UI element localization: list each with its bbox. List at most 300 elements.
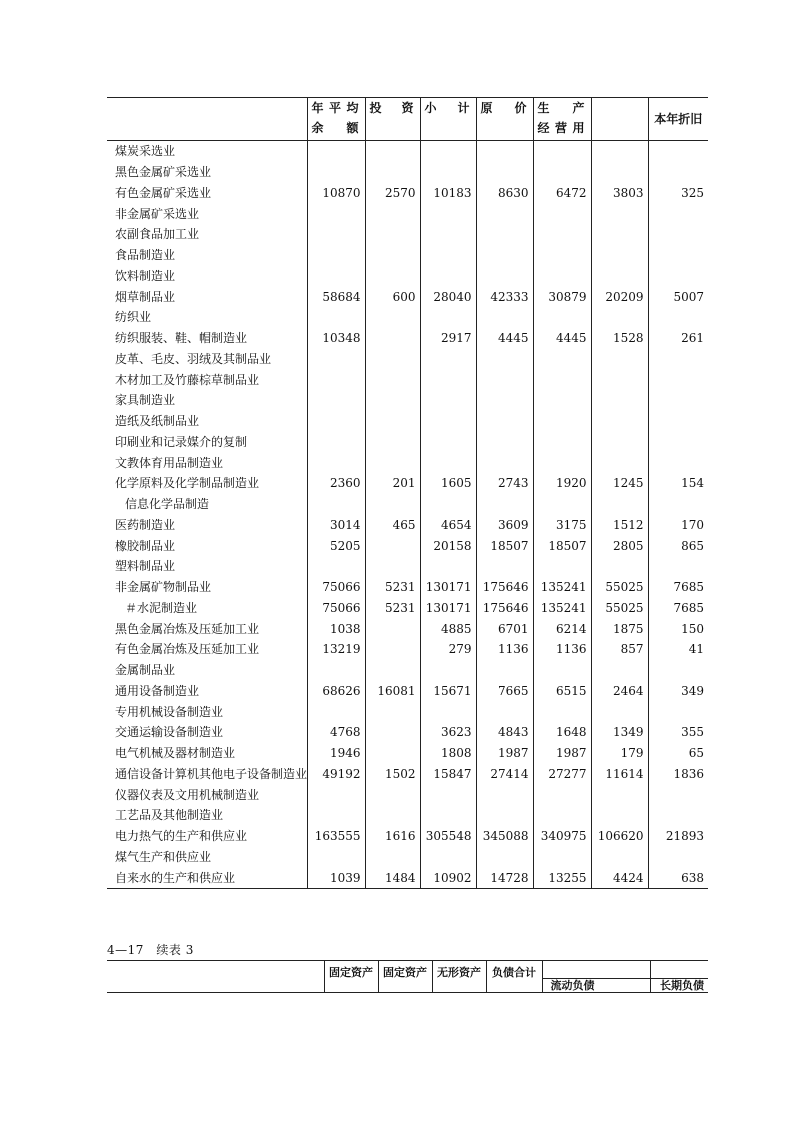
value-cell xyxy=(476,660,533,681)
value-cell xyxy=(307,784,365,805)
value-cell xyxy=(533,307,591,328)
value-cell: 163555 xyxy=(307,826,365,847)
value-cell xyxy=(307,224,365,245)
value-cell xyxy=(591,660,648,681)
value-cell xyxy=(476,494,533,515)
value-cell xyxy=(648,660,708,681)
value-cell xyxy=(365,639,420,660)
value-cell xyxy=(420,390,476,411)
value-cell xyxy=(365,743,420,764)
value-cell xyxy=(533,369,591,390)
value-cell: 49192 xyxy=(307,764,365,785)
table-row xyxy=(107,452,708,473)
industry-name-cell: 印刷业和记录媒介的复制 xyxy=(115,434,248,449)
value-cell xyxy=(648,224,708,245)
value-cell: 10183 xyxy=(420,183,476,204)
value-cell: 18507 xyxy=(476,535,533,556)
value-cell xyxy=(591,452,648,473)
value-cell xyxy=(476,266,533,287)
value-cell xyxy=(648,307,708,328)
value-cell: 465 xyxy=(365,515,420,536)
continuation-table xyxy=(107,960,708,993)
value-cell: 345088 xyxy=(476,826,533,847)
table-row xyxy=(107,722,708,743)
table-row xyxy=(107,494,708,515)
value-cell xyxy=(476,805,533,826)
value-cell: 6701 xyxy=(476,618,533,639)
industry-name-cell: 仪器仪表及文用机械制造业 xyxy=(115,787,260,802)
value-cell: 4445 xyxy=(476,328,533,349)
value-cell xyxy=(420,701,476,722)
cont-header-current-liabilities: 流动负债 xyxy=(542,961,650,993)
value-cell: 6515 xyxy=(533,681,591,702)
value-cell xyxy=(420,452,476,473)
value-cell: 68626 xyxy=(307,681,365,702)
value-cell: 1502 xyxy=(365,764,420,785)
value-cell: 75066 xyxy=(307,577,365,598)
value-cell xyxy=(307,369,365,390)
value-cell: 355 xyxy=(648,722,708,743)
value-cell: 175646 xyxy=(476,598,533,619)
value-cell xyxy=(476,307,533,328)
value-cell xyxy=(365,162,420,183)
value-cell: 4445 xyxy=(533,328,591,349)
value-cell: 21893 xyxy=(648,826,708,847)
value-cell: 10870 xyxy=(307,183,365,204)
value-cell: 75066 xyxy=(307,598,365,619)
value-cell xyxy=(533,432,591,453)
value-cell: 1875 xyxy=(591,618,648,639)
value-cell xyxy=(307,556,365,577)
value-cell xyxy=(307,141,365,162)
value-cell: 4885 xyxy=(420,618,476,639)
value-cell xyxy=(591,494,648,515)
value-cell xyxy=(420,847,476,868)
value-cell: 27414 xyxy=(476,764,533,785)
value-cell xyxy=(307,701,365,722)
value-cell: 3014 xyxy=(307,515,365,536)
value-cell: 55025 xyxy=(591,598,648,619)
value-cell: 10902 xyxy=(420,867,476,888)
value-cell xyxy=(533,224,591,245)
value-cell xyxy=(420,203,476,224)
industry-name-cell: 木材加工及竹藤棕草制品业 xyxy=(115,372,260,387)
value-cell: 3803 xyxy=(591,183,648,204)
value-cell xyxy=(365,328,420,349)
value-cell xyxy=(420,349,476,370)
industry-name-cell: 文教体育用品制造业 xyxy=(115,455,224,470)
table-row xyxy=(107,141,708,162)
cont-header-total-liabilities: 负债合计 xyxy=(486,961,542,993)
value-cell xyxy=(476,701,533,722)
value-cell: 1920 xyxy=(533,473,591,494)
value-cell: 5231 xyxy=(365,598,420,619)
value-cell xyxy=(476,784,533,805)
value-cell: 10348 xyxy=(307,328,365,349)
value-cell xyxy=(420,556,476,577)
value-cell xyxy=(591,805,648,826)
value-cell xyxy=(591,245,648,266)
value-cell xyxy=(591,266,648,287)
value-cell xyxy=(591,390,648,411)
value-cell xyxy=(648,556,708,577)
value-cell xyxy=(365,535,420,556)
industry-name-cell: 家具制造业 xyxy=(115,393,176,408)
table-row xyxy=(107,183,708,204)
industry-name-cell: 非金属矿物制品业 xyxy=(115,580,212,595)
table-row xyxy=(107,535,708,556)
value-cell xyxy=(307,660,365,681)
value-cell: 130171 xyxy=(420,598,476,619)
value-cell xyxy=(533,141,591,162)
value-cell xyxy=(648,266,708,287)
value-cell xyxy=(307,432,365,453)
table-body xyxy=(107,141,708,889)
table-row xyxy=(107,577,708,598)
value-cell xyxy=(533,266,591,287)
header-annual-average-balance: 年平均 余额 xyxy=(307,98,365,141)
value-cell: 28040 xyxy=(420,286,476,307)
value-cell xyxy=(476,203,533,224)
value-cell: 1605 xyxy=(420,473,476,494)
value-cell xyxy=(307,847,365,868)
table-row xyxy=(107,162,708,183)
value-cell: 1136 xyxy=(533,639,591,660)
industry-fixed-assets-table xyxy=(107,97,708,889)
value-cell xyxy=(648,390,708,411)
value-cell xyxy=(365,141,420,162)
value-cell xyxy=(476,411,533,432)
table-row xyxy=(107,681,708,702)
value-cell: 27277 xyxy=(533,764,591,785)
industry-name-cell: 煤炭采选业 xyxy=(115,144,176,159)
value-cell: 6214 xyxy=(533,618,591,639)
value-cell: 1039 xyxy=(307,867,365,888)
value-cell xyxy=(307,349,365,370)
value-cell: 7685 xyxy=(648,598,708,619)
value-cell xyxy=(648,411,708,432)
value-cell xyxy=(365,494,420,515)
value-cell xyxy=(365,784,420,805)
industry-name-cell: 农副食品加工业 xyxy=(115,227,200,242)
value-cell: 1836 xyxy=(648,764,708,785)
value-cell: 14728 xyxy=(476,867,533,888)
value-cell: 1987 xyxy=(476,743,533,764)
value-cell xyxy=(307,452,365,473)
value-cell: 340975 xyxy=(533,826,591,847)
value-cell: 1484 xyxy=(365,867,420,888)
value-cell: 5231 xyxy=(365,577,420,598)
industry-name-cell: 自来水的生产和供应业 xyxy=(107,867,307,888)
value-cell xyxy=(365,701,420,722)
value-cell xyxy=(591,203,648,224)
value-cell: 55025 xyxy=(591,577,648,598)
header-annual-depreciation: 本年折旧 xyxy=(648,98,708,141)
header-subtotal: 小计 xyxy=(420,98,476,141)
value-cell: 4654 xyxy=(420,515,476,536)
industry-name-cell: 造纸及纸制品业 xyxy=(115,414,200,429)
value-cell: 13219 xyxy=(307,639,365,660)
value-cell xyxy=(420,369,476,390)
value-cell xyxy=(365,245,420,266)
value-cell: 30879 xyxy=(533,286,591,307)
table-row xyxy=(107,307,708,328)
table-row xyxy=(107,639,708,660)
value-cell: 1349 xyxy=(591,722,648,743)
value-cell xyxy=(420,805,476,826)
value-cell: 857 xyxy=(591,639,648,660)
value-cell xyxy=(533,494,591,515)
value-cell xyxy=(591,307,648,328)
value-cell: 3175 xyxy=(533,515,591,536)
value-cell xyxy=(365,224,420,245)
value-cell: 5007 xyxy=(648,286,708,307)
value-cell xyxy=(591,701,648,722)
industry-name-cell: 交通运输设备制造业 xyxy=(115,725,224,740)
value-cell xyxy=(307,805,365,826)
value-cell: 3609 xyxy=(476,515,533,536)
value-cell: 1245 xyxy=(591,473,648,494)
value-cell xyxy=(476,349,533,370)
value-cell xyxy=(307,411,365,432)
value-cell: 1808 xyxy=(420,743,476,764)
value-cell xyxy=(648,162,708,183)
industry-name-cell: 煤气生产和供应业 xyxy=(115,849,212,864)
table-row xyxy=(107,805,708,826)
value-cell xyxy=(533,660,591,681)
value-cell xyxy=(533,203,591,224)
value-cell xyxy=(533,162,591,183)
value-cell xyxy=(591,847,648,868)
industry-name-cell: 黑色金属矿采选业 xyxy=(115,165,212,180)
value-cell xyxy=(365,660,420,681)
industry-name-cell: 有色金属冶炼及压延加工业 xyxy=(115,642,260,657)
value-cell xyxy=(365,266,420,287)
value-cell xyxy=(420,162,476,183)
value-cell xyxy=(648,805,708,826)
value-cell: 16081 xyxy=(365,681,420,702)
value-cell xyxy=(476,141,533,162)
table-row xyxy=(107,473,708,494)
industry-name-cell: 纺织业 xyxy=(115,310,152,325)
value-cell xyxy=(365,805,420,826)
value-cell: 18507 xyxy=(533,535,591,556)
value-cell: 15671 xyxy=(420,681,476,702)
industry-name-cell: 皮革、毛皮、羽绒及其制品业 xyxy=(115,351,272,366)
value-cell xyxy=(420,494,476,515)
value-cell xyxy=(420,411,476,432)
value-cell xyxy=(365,722,420,743)
value-cell xyxy=(307,266,365,287)
industry-name-cell: 医药制造业 xyxy=(115,517,176,532)
value-cell xyxy=(420,266,476,287)
value-cell: 349 xyxy=(648,681,708,702)
value-cell: 2464 xyxy=(591,681,648,702)
value-cell xyxy=(648,452,708,473)
value-cell xyxy=(648,701,708,722)
table-row xyxy=(107,618,708,639)
table-header-row xyxy=(107,98,708,141)
cont-header-fixed-assets-1: 固定资产 xyxy=(324,961,378,993)
value-cell: 2570 xyxy=(365,183,420,204)
table-row xyxy=(107,245,708,266)
value-cell xyxy=(365,349,420,370)
value-cell xyxy=(648,369,708,390)
value-cell xyxy=(420,224,476,245)
value-cell: 8630 xyxy=(476,183,533,204)
value-cell xyxy=(648,245,708,266)
industry-name-cell: 塑料制品业 xyxy=(115,559,176,574)
value-cell: 11614 xyxy=(591,764,648,785)
value-cell xyxy=(591,369,648,390)
value-cell xyxy=(365,369,420,390)
cont-header-fixed-assets-2: 固定资产 xyxy=(378,961,432,993)
industry-name-cell: 工艺品及其他制造业 xyxy=(115,808,224,823)
value-cell: 170 xyxy=(648,515,708,536)
value-cell: 1136 xyxy=(476,639,533,660)
value-cell: 13255 xyxy=(533,867,591,888)
industry-name-cell: ＃水泥制造业 xyxy=(125,600,198,615)
value-cell: 4843 xyxy=(476,722,533,743)
value-cell: 7685 xyxy=(648,577,708,598)
value-cell xyxy=(533,701,591,722)
value-cell xyxy=(365,203,420,224)
value-cell: 130171 xyxy=(420,577,476,598)
value-cell: 42333 xyxy=(476,286,533,307)
value-cell xyxy=(533,452,591,473)
industry-name-cell: 食品制造业 xyxy=(115,248,176,263)
value-cell xyxy=(365,307,420,328)
industry-name-cell: 有色金属矿采选业 xyxy=(115,185,212,200)
value-cell: 7665 xyxy=(476,681,533,702)
value-cell: 4768 xyxy=(307,722,365,743)
value-cell xyxy=(648,847,708,868)
value-cell xyxy=(365,618,420,639)
value-cell xyxy=(307,245,365,266)
value-cell: 325 xyxy=(648,183,708,204)
value-cell: 600 xyxy=(365,286,420,307)
value-cell xyxy=(476,245,533,266)
value-cell xyxy=(533,784,591,805)
value-cell xyxy=(648,349,708,370)
value-cell xyxy=(648,141,708,162)
value-cell: 179 xyxy=(591,743,648,764)
industry-name-cell: 通用设备制造业 xyxy=(115,683,200,698)
table-row xyxy=(107,847,708,868)
value-cell: 1512 xyxy=(591,515,648,536)
value-cell xyxy=(533,245,591,266)
cont-header-intangible-assets: 无形资产 xyxy=(432,961,486,993)
industry-name-cell: 金属制品业 xyxy=(115,663,176,678)
value-cell xyxy=(533,847,591,868)
value-cell: 135241 xyxy=(533,598,591,619)
table-row xyxy=(107,286,708,307)
industry-name-cell: 纺织服装、鞋、帽制造业 xyxy=(115,331,248,346)
industry-name-cell: 电气机械及器材制造业 xyxy=(115,746,236,761)
industry-name-cell: 饮料制造业 xyxy=(115,268,176,283)
value-cell xyxy=(365,411,420,432)
table-row xyxy=(107,266,708,287)
value-cell xyxy=(307,390,365,411)
value-cell xyxy=(307,162,365,183)
value-cell xyxy=(591,349,648,370)
value-cell xyxy=(476,369,533,390)
value-cell xyxy=(591,432,648,453)
table-row xyxy=(107,411,708,432)
value-cell xyxy=(420,245,476,266)
value-cell xyxy=(533,411,591,432)
table-row xyxy=(107,867,708,888)
industry-name-cell: 烟草制品业 xyxy=(115,289,176,304)
industry-name-cell: 橡胶制品业 xyxy=(115,538,176,553)
table-row xyxy=(107,515,708,536)
industry-name-cell: 黑色金属冶炼及压延加工业 xyxy=(115,621,260,636)
value-cell xyxy=(476,390,533,411)
table-row xyxy=(107,432,708,453)
value-cell xyxy=(533,805,591,826)
value-cell: 4424 xyxy=(591,867,648,888)
value-cell xyxy=(420,784,476,805)
value-cell xyxy=(476,847,533,868)
value-cell xyxy=(648,494,708,515)
table-row xyxy=(107,784,708,805)
table-row xyxy=(107,764,708,785)
value-cell: 1648 xyxy=(533,722,591,743)
value-cell: 305548 xyxy=(420,826,476,847)
value-cell: 58684 xyxy=(307,286,365,307)
value-cell xyxy=(420,432,476,453)
value-cell xyxy=(591,784,648,805)
table-row xyxy=(107,390,708,411)
value-cell: 154 xyxy=(648,473,708,494)
value-cell xyxy=(591,224,648,245)
header-investment: 投资 xyxy=(365,98,420,141)
value-cell xyxy=(533,349,591,370)
continuation-header-row xyxy=(107,961,708,993)
value-cell xyxy=(365,432,420,453)
table-row xyxy=(107,328,708,349)
value-cell xyxy=(476,162,533,183)
value-cell xyxy=(648,203,708,224)
table-row xyxy=(107,826,708,847)
table-row xyxy=(107,224,708,245)
value-cell xyxy=(365,452,420,473)
table-row xyxy=(107,701,708,722)
value-cell xyxy=(476,432,533,453)
value-cell xyxy=(476,556,533,577)
value-cell: 5205 xyxy=(307,535,365,556)
value-cell: 279 xyxy=(420,639,476,660)
value-cell: 41 xyxy=(648,639,708,660)
value-cell: 1528 xyxy=(591,328,648,349)
industry-name-cell: 信息化学品制造 xyxy=(125,497,210,512)
value-cell: 150 xyxy=(648,618,708,639)
industry-name-cell: 专用机械设备制造业 xyxy=(115,704,224,719)
value-cell xyxy=(365,556,420,577)
header-original-price: 原价 xyxy=(476,98,533,141)
value-cell: 2360 xyxy=(307,473,365,494)
value-cell: 175646 xyxy=(476,577,533,598)
table-row xyxy=(107,743,708,764)
value-cell: 2805 xyxy=(591,535,648,556)
table-row xyxy=(107,598,708,619)
value-cell: 638 xyxy=(648,867,708,888)
industry-name-cell: 电力热气的生产和供应业 xyxy=(115,829,248,844)
value-cell: 2743 xyxy=(476,473,533,494)
value-cell xyxy=(533,390,591,411)
value-cell xyxy=(591,556,648,577)
value-cell xyxy=(420,307,476,328)
